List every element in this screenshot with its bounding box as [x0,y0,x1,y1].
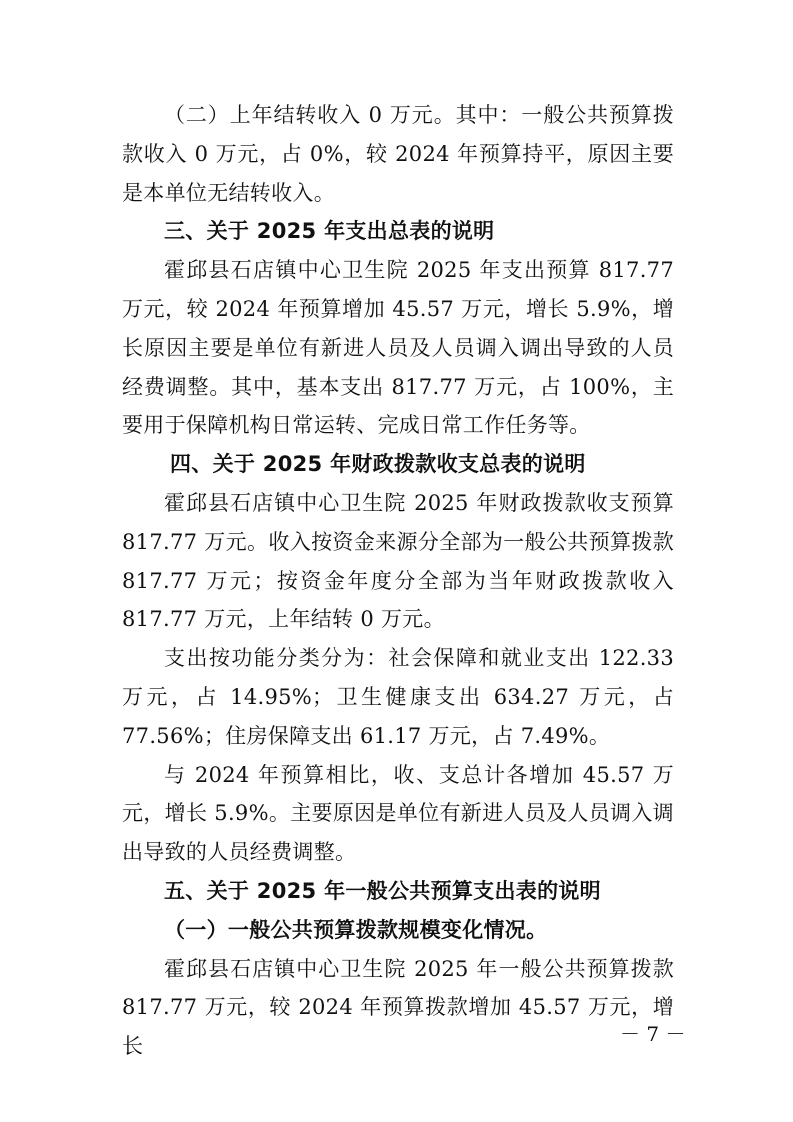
document-body [122,96,674,1066]
section-heading-expenditure-summary: 三、关于 2025 年支出总表的说明 [164,219,495,244]
page-number: － 7 － [620,1022,686,1046]
section-heading-general-budget: 五、关于 2025 年一般公共预算支出表的说明 [164,878,601,903]
paragraph-prior-carryover: （二）上年结转收入 0 万元。其中：一般公共预算拨款收入 0 万元，占 0%，较 2024 年预算持平，原因主要是本单位无结转收入。 [122,103,674,205]
section-heading-fiscal-allocation: 四、关于 2025 年财政拨款收支总表的说明 [170,452,586,477]
paragraph-functional-classification: 支出按功能分类分为：社会保障和就业支出 122.33 万元，占 14.95%；卫生健康支出 634.27 万元，占 77.56%；住房保障支出 61.17 万元，占 7.49%。 [122,646,674,748]
paragraph-fiscal-allocation: 霍邱县石店镇中心卫生院 2025 年财政拨款收支预算 817.77 万元。收入按资金来源分全部为一般公共预算拨款 817.77 万元；按资金年度分全部为当年财政拨款收入 817.77 万元，上年结转 0 万元。 [122,490,674,632]
subsection-heading-scale-change: （一）一般公共预算拨款规模变化情况。 [164,916,548,942]
paragraph-year-comparison: 与 2024 年预算相比，收、支总计各增加 45.57 万元，增长 5.9%。主要原因是单位有新进人员及人员调入调出导致的人员经费调整。 [122,762,674,865]
paragraph-expenditure-summary: 霍邱县石店镇中心卫生院 2025 年支出预算 817.77 万元，较 2024 年预算增加 45.57 万元，增长 5.9%，增长原因主要是单位有新进人员及人员调入调出导致的人员经费调整。其中，基本支出 817.77 万元，占 100%，主要用于保障机构日常运转、完成日常工作任务等。 [122,258,674,438]
paragraph-general-budget-scale: 霍邱县石店镇中心卫生院 2025 年一般公共预算拨款 817.77 万元，较 2024 年预算拨款增加 45.57 万元，增长 [122,956,674,1059]
